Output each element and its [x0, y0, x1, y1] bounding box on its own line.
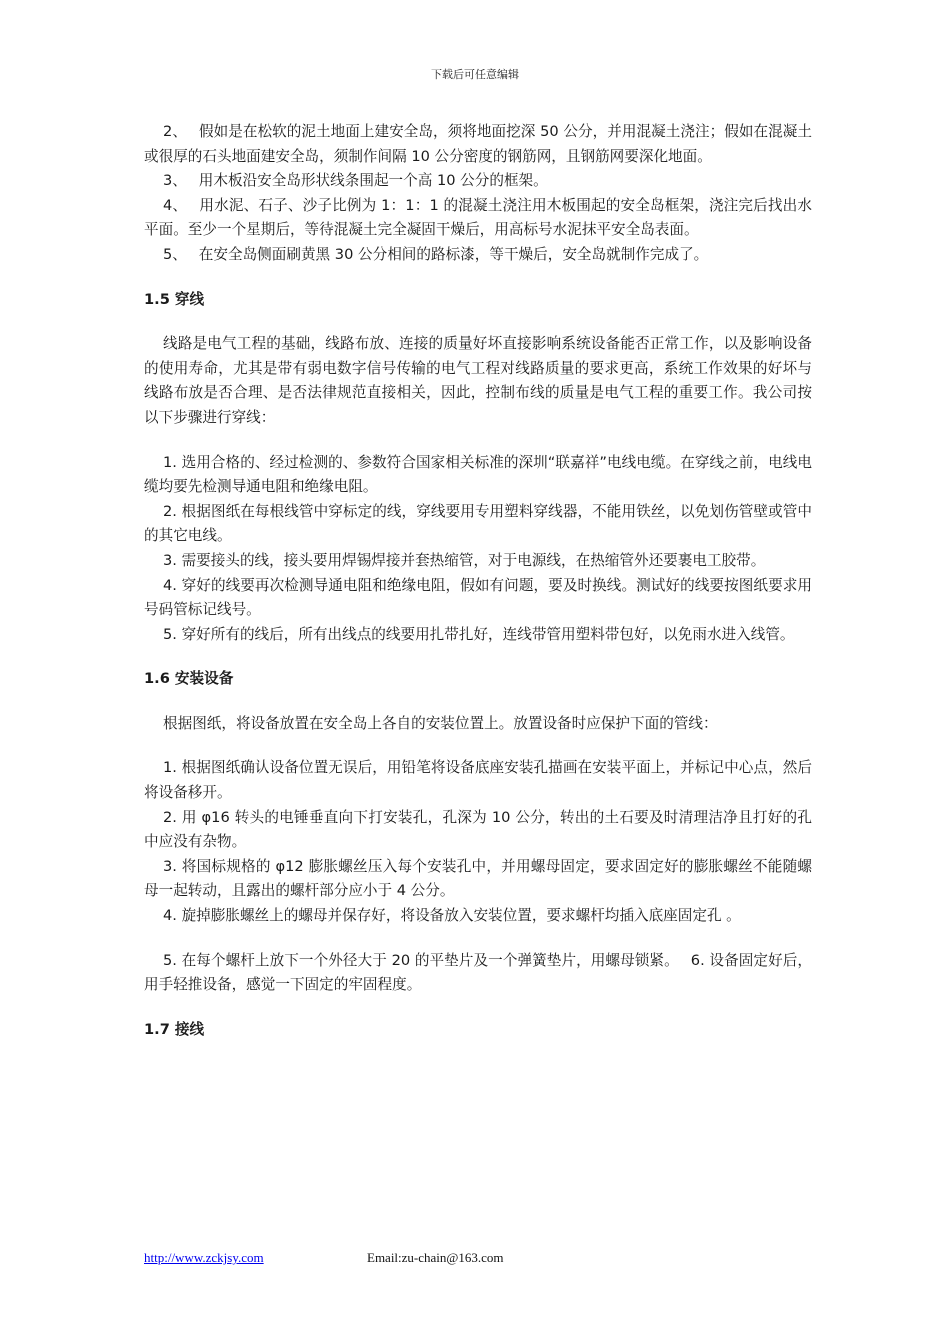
- email-text: Email:zu-chain@163.com: [367, 1250, 504, 1265]
- list-item: 3、 用木板沿安全岛形状线条围起一个高 10 公分的框架。: [163, 172, 548, 190]
- section-heading-1-5: 1.5 穿线: [144, 290, 205, 308]
- document-body: [144, 120, 812, 1042]
- list-item: 3. 将国标规格的 φ12 膨胀螺丝压入每个安装孔中，并用螺母固定，要求固定好的膨胀螺丝不能随螺母一起转动，且露出的螺杆部分应小于 4 公分。: [144, 857, 812, 900]
- list-item: 1. 根据图纸确认设备位置无误后，用铅笔将设备底座安装孔描画在安装平面上，并标记中心点，然后将设备移开。: [144, 759, 812, 802]
- list-item: 2. 根据图纸在每根线管中穿标定的线，穿线要用专用塑料穿线器，不能用铁丝，以免划伤管壁或管中的其它电线。: [144, 502, 812, 545]
- list-item: 2. 用 φ16 转头的电锤垂直向下打安装孔，孔深为 10 公分，转出的土石要及时清理洁净且打好的孔中应没有杂物。: [144, 808, 812, 851]
- section-paragraph: 根据图纸，将设备放置在安全岛上各自的安装位置上。放置设备时应保护下面的管线：: [163, 714, 718, 732]
- list-item: 4. 穿好的线要再次检测导通电阻和绝缘电阻，假如有问题，要及时换线。测试好的线要按图纸要求用号码管标记线号。: [144, 576, 812, 619]
- section-paragraph: 线路是电气工程的基础，线路布放、连接的质量好坏直接影响系统设备能否正常工作，以及影响设备的使用寿命，尤其是带有弱电数字信号传输的电气工程对线路质量的要求更高，系统工作效果的好坏与线路布放是否合理、是否法律规范直接相关，因此，控制布线的质量是电气工程的重要工作。我公司按以下步骤进行穿线：: [144, 335, 812, 426]
- list-item: 4. 旋掉膨胀螺丝上的螺母并保存好，将设备放入安装位置，要求螺杆均插入底座固定孔 。: [163, 907, 741, 925]
- list-item: 1. 选用合格的、经过检测的、参数符合国家相关标准的深圳“联嘉祥”电线电缆。在穿线之前，电线电缆均要先检测导通电阻和绝缘电阻。: [144, 453, 812, 496]
- page-header: 下载后可任意编辑: [431, 68, 519, 81]
- list-item: 5、 在安全岛侧面刷黄黑 30 公分相间的路标漆，等干燥后，安全岛就制作完成了。: [163, 245, 709, 263]
- list-item: 5. 穿好所有的线后，所有出线点的线要用扎带扎好，连线带管用塑料带包好，以免雨水进入线管。: [163, 625, 795, 643]
- list-item: 5. 在每个螺杆上放下一个外径大于 20 的平垫片及一个弹簧垫片，用螺母锁紧。 6. 设备固定好后，用手轻推设备，感觉一下固定的牢固程度。: [144, 951, 812, 994]
- section-heading-1-6: 1.6 安装设备: [144, 670, 234, 688]
- list-item: 2、 假如是在松软的泥土地面上建安全岛，须将地面挖深 50 公分，并用混凝土浇注；假如在混凝土或很厚的石头地面建安全岛，须制作间隔 10 公分密度的钢筋网，且钢筋网要深化地面。: [144, 123, 812, 165]
- website-link[interactable]: http://www.zckjsy.com: [144, 1250, 264, 1265]
- section-heading-1-7: 1.7 接线: [144, 1020, 205, 1038]
- list-item: 3. 需要接头的线，接头要用焊锡焊接并套热缩管，对于电源线，在热缩管外还要裹电工胶带。: [163, 551, 766, 569]
- page-footer: [144, 1250, 504, 1266]
- list-item: 4、 用水泥、石子、沙子比例为 1：1：1 的混凝土浇注用木板围起的安全岛框架，浇注完后找出水平面。至少一个星期后，等待混凝土完全凝固干燥后，用高标号水泥抹平安全岛表面。: [144, 196, 812, 239]
